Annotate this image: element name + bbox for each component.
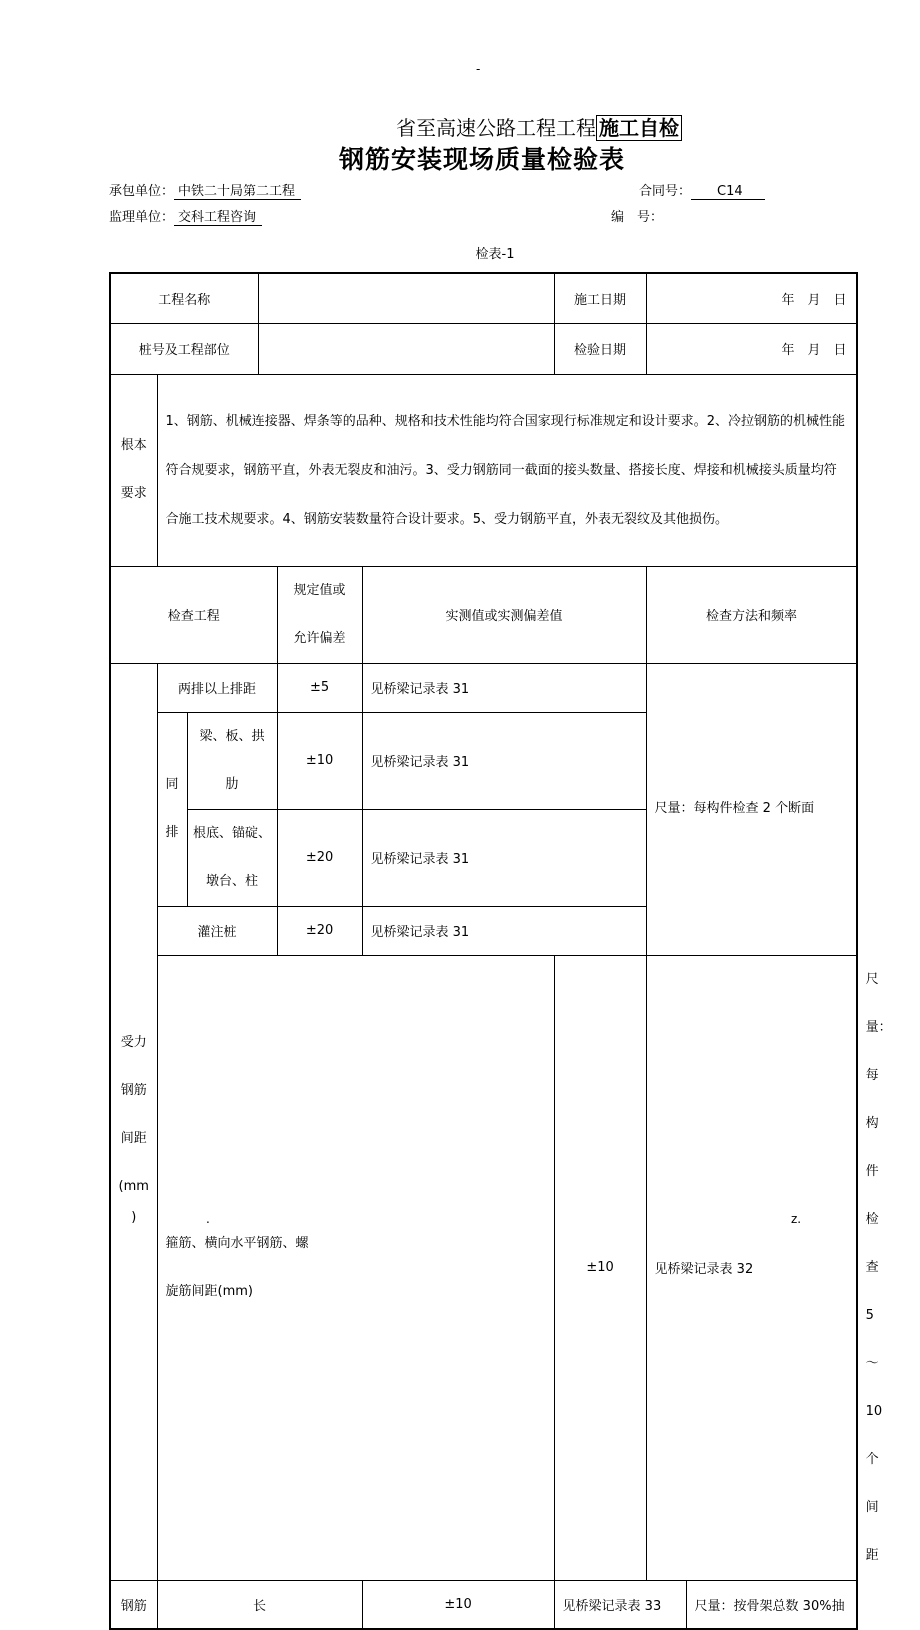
title-line1-text: 省至高速公路工程工程 [396, 116, 596, 140]
table-row [110, 663, 857, 712]
inspection-date-value: 年 月 日 [646, 323, 857, 374]
basic-requirements-text: 1、钢筋、机械连接器、焊条等的品种、规格和技术性能均符合国家现行标准规定和设计要求。2、冷拉钢筋的机械性能符合规要求，钢筋平直，外表无裂皮和油污。3、受力钢筋同一截面的接头数量、搭接长度、焊接和机械接头质量均符合施工技术规要求。4、钢筋安装数量符合设计要求。5、受力钢筋平直，外表无裂纹及其他损伤。 [157, 374, 857, 566]
contractor-line [109, 180, 301, 200]
header-spec-2: 允许偏差 [293, 630, 346, 646]
same-row-2: 排 [165, 825, 179, 840]
title-line1 [396, 112, 682, 141]
supervisor-value: 交科工程咨询 [174, 206, 262, 226]
basic-req-label-1: 根本 [120, 438, 147, 453]
force-rebar-1: 受力 [120, 1034, 147, 1050]
table-header-row [110, 566, 857, 663]
same-row-label [157, 712, 187, 906]
same-row-1: 同 [165, 777, 179, 792]
stirrup-label [157, 955, 554, 1580]
base-tolerance: ±20 [277, 809, 362, 906]
pile-measured: 见桥梁记录表 31 [362, 906, 646, 955]
supervisor-line [109, 206, 262, 226]
header-measured: 实测值或实测偏差值 [362, 566, 646, 663]
rebar-label: 钢筋 [110, 1580, 157, 1629]
serial-line [611, 206, 663, 225]
length-tolerance: ±10 [362, 1580, 554, 1629]
beam-tolerance: ±10 [277, 712, 362, 809]
top-mark: - [476, 62, 481, 76]
stirrup-2: 旋筋间距(mm) [165, 1283, 253, 1299]
base-1: 根底、锚碇、 [193, 825, 272, 841]
force-rebar-3: 间距 [120, 1130, 147, 1146]
two-rows-measured: 见桥梁记录表 31 [362, 663, 646, 712]
station-value [258, 323, 554, 374]
footer-right: z. [791, 1212, 802, 1226]
base-measured: 见桥梁记录表 31 [362, 809, 646, 906]
base-label [187, 809, 277, 906]
table-row: 箍筋、横向水平钢筋、螺 旋筋间距(mm) ±10 见桥梁记录表 32 尺量：每构件检查 5～10 个间距 [110, 955, 857, 1580]
length-method: 尺量：按骨架总数 30%抽 [686, 1580, 857, 1629]
inspection-table [109, 272, 892, 1630]
beam-measured: 见桥梁记录表 31 [362, 712, 646, 809]
contract-no-line [639, 180, 765, 200]
force-method: 尺量：每构件检查 2 个断面 [646, 663, 857, 955]
form-number: 检表-1 [475, 247, 515, 262]
supervisor-label: 监理单位： [109, 210, 175, 225]
beam-1: 梁、板、拱 [199, 728, 265, 744]
table-row [110, 374, 857, 566]
project-name-value [258, 273, 554, 323]
stirrup-tolerance: ±10 [554, 955, 646, 1580]
base-2: 墩台、柱 [206, 873, 259, 889]
inspection-date-label: 检验日期 [554, 323, 646, 374]
project-name-label: 工程名称 [110, 273, 258, 323]
header-spec [277, 566, 362, 663]
page-title: 钢筋安装现场质量检验表 [338, 145, 625, 174]
two-rows-tolerance: ±5 [277, 663, 362, 712]
footer-left: . [206, 1212, 210, 1226]
serial-label: 编 号： [611, 210, 664, 225]
contractor-value: 中铁二十局第二工程 [174, 180, 301, 200]
force-rebar-spacing-label [110, 663, 157, 1580]
beam-label [187, 712, 277, 809]
stirrup-measured: 见桥梁记录表 32 [646, 955, 857, 1580]
title-line1-boxed: 施工自检 [596, 115, 682, 141]
construction-date-label: 施工日期 [554, 273, 646, 323]
beam-2: 肋 [225, 776, 239, 792]
force-rebar-2: 钢筋 [120, 1082, 147, 1098]
force-rebar-4: (mm [118, 1178, 149, 1194]
length-label: 长 [157, 1580, 362, 1629]
pile-tolerance: ±20 [277, 906, 362, 955]
contract-no-label: 合同号： [639, 184, 692, 199]
header-method: 检查方法和频率 [646, 566, 857, 663]
force-rebar-5: ) [131, 1209, 137, 1225]
table-row [110, 323, 857, 374]
table-row [110, 1580, 857, 1629]
header-spec-1: 规定值或 [293, 582, 346, 598]
station-label: 桩号及工程部位 [110, 323, 258, 374]
contractor-label: 承包单位： [109, 184, 175, 199]
construction-date-value: 年 月 日 [646, 273, 857, 323]
basic-requirements-label [110, 374, 157, 566]
pile-label: 灌注桩 [157, 906, 277, 955]
two-rows-label: 两排以上排距 [157, 663, 277, 712]
basic-req-label-2: 要求 [120, 486, 147, 501]
table-row [110, 273, 857, 323]
header-item: 检查工程 [110, 566, 277, 663]
contract-no-value: C14 [691, 184, 765, 200]
stirrup-1: 箍筋、横向水平钢筋、螺 [165, 1235, 309, 1251]
length-measured: 见桥梁记录表 33 [554, 1580, 686, 1629]
